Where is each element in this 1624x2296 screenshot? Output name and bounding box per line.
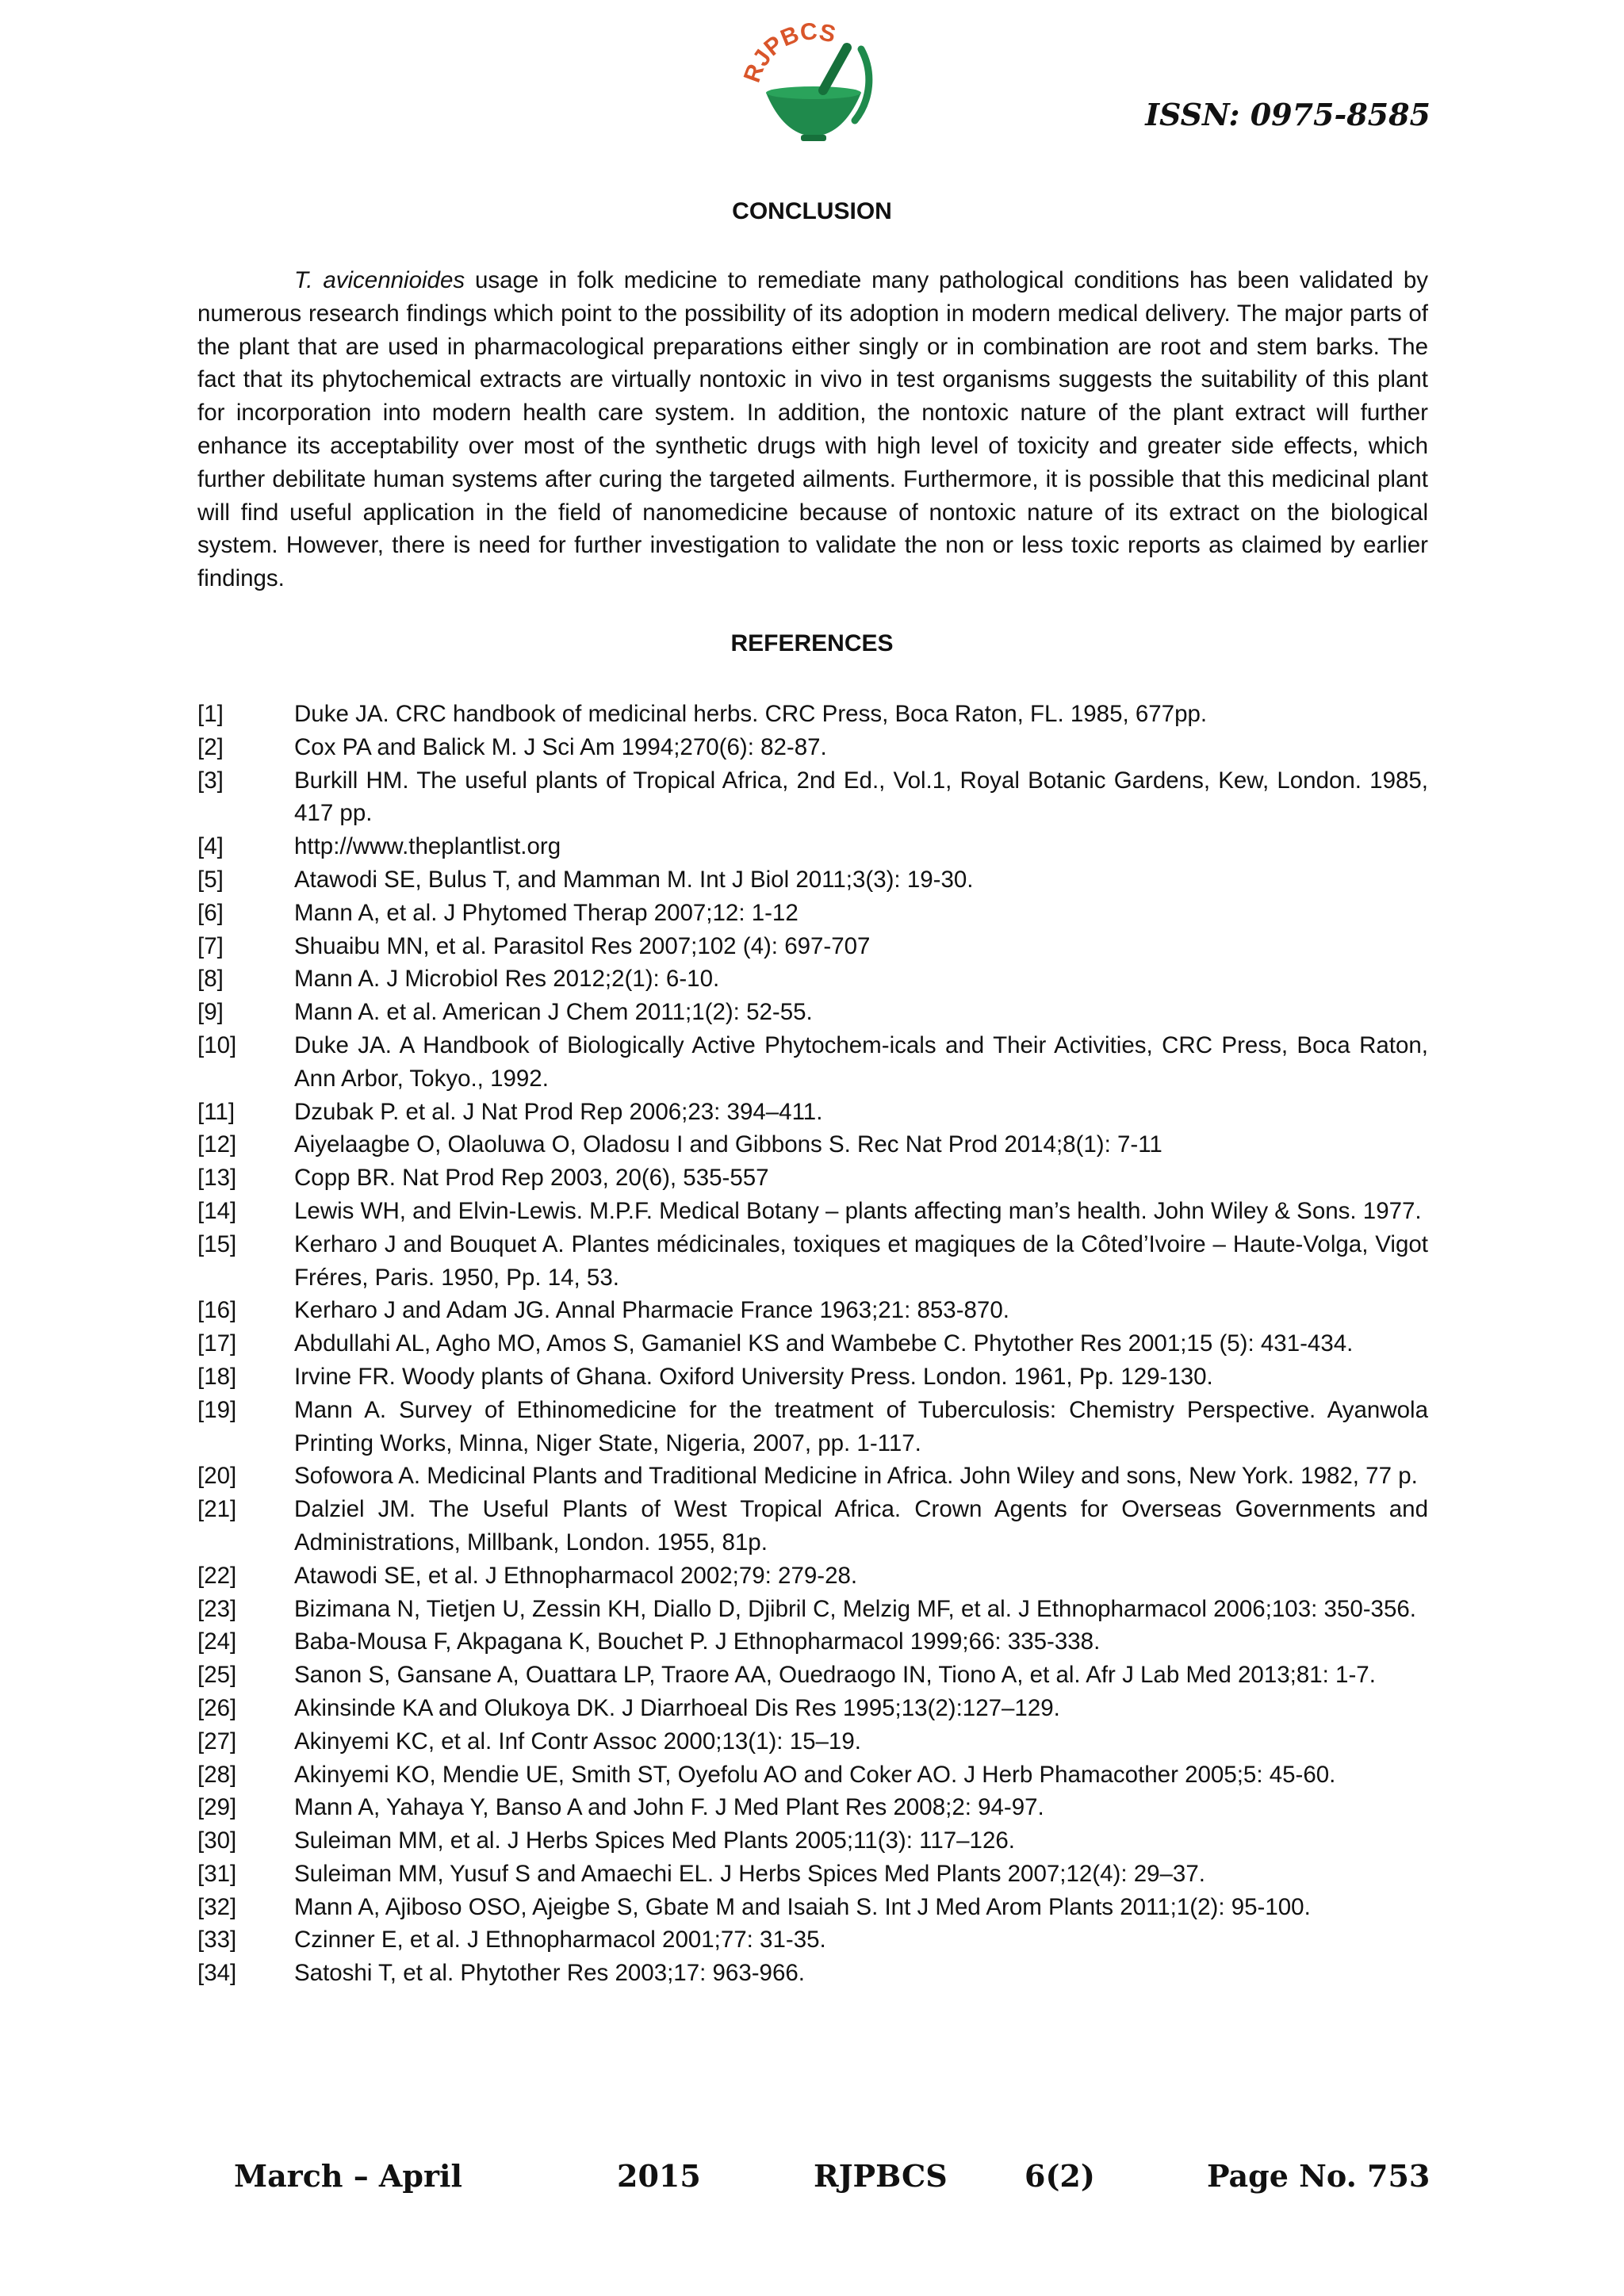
- reference-number: [5]: [197, 866, 224, 893]
- reference-number: [7]: [197, 932, 224, 959]
- footer-year: 2015: [617, 2158, 701, 2194]
- reference-text: Aiyelaagbe O, Olaoluwa O, Oladosu I and Gibbons S. Rec Nat Prod 2014;8(1): 7-11: [294, 1131, 1162, 1158]
- reference-text: Shuaibu MN, et al. Parasitol Res 2007;102 (4): 697-707: [294, 932, 871, 959]
- reference-text: Mann A. Survey of Ethinomedicine for the treatment of Tuberculosis: Chemistry Perspective. Ayanwola Printing Works, Minna, Niger State, Nigeria, 2007, pp. 1-117.: [294, 1396, 1428, 1456]
- reference-text: Abdullahi AL, Agho MO, Amos S, Gamaniel KS and Wambebe C. Phytother Res 2001;15 (5): 431-434.: [294, 1330, 1354, 1357]
- reference-item: [197, 1791, 1428, 1824]
- reference-number: [15]: [197, 1230, 237, 1257]
- reference-number: [17]: [197, 1330, 237, 1357]
- reference-number: [19]: [197, 1396, 237, 1423]
- reference-item: [197, 1161, 1428, 1195]
- reference-item: [197, 1891, 1428, 1924]
- reference-item: [197, 863, 1428, 897]
- reference-item: [197, 1029, 1428, 1096]
- reference-number: [20]: [197, 1463, 237, 1490]
- reference-number: [12]: [197, 1131, 237, 1158]
- reference-number: [18]: [197, 1363, 237, 1390]
- reference-number: [34]: [197, 1960, 237, 1987]
- reference-item: [197, 1625, 1428, 1659]
- reference-number: [24]: [197, 1628, 237, 1655]
- reference-item: [197, 1559, 1428, 1593]
- reference-number: [10]: [197, 1031, 237, 1058]
- reference-number: [2]: [197, 733, 224, 760]
- reference-text: Czinner E, et al. J Ethnopharmacol 2001;77: 31-35.: [294, 1927, 826, 1954]
- logo-text: RJPBCS: [738, 18, 838, 86]
- conclusion-heading: CONCLUSION: [732, 198, 892, 224]
- reference-text: Duke JA. CRC handbook of medicinal herbs. CRC Press, Boca Raton, FL. 1985, 677pp.: [294, 701, 1208, 727]
- reference-text: Akinyemi KO, Mendie UE, Smith ST, Oyefolu AO and Coker AO. J Herb Phamacother 2005;5: 45-60.: [294, 1761, 1336, 1788]
- reference-number: [31]: [197, 1860, 237, 1887]
- reference-item: [197, 1096, 1428, 1129]
- reference-text: Duke JA. A Handbook of Biologically Active Phytochem-icals and Their Activities, CRC Press, Boca Raton, Ann Arbor, Tokyo., 1992.: [294, 1031, 1428, 1092]
- reference-number: [1]: [197, 701, 224, 727]
- reference-item: [197, 996, 1428, 1029]
- reference-text: Sofowora A. Medicinal Plants and Traditional Medicine in Africa. John Wiley and sons, New York. 1982, 77 p.: [294, 1463, 1418, 1490]
- reference-text: Baba-Mousa F, Akpagana K, Bouchet P. J Ethnopharmacol 1999;66: 335-338.: [294, 1628, 1101, 1655]
- reference-text: Atawodi SE, Bulus T, and Mamman M. Int J Biol 2011;3(3): 19-30.: [294, 866, 974, 893]
- reference-number: [26]: [197, 1694, 237, 1721]
- reference-text: Akinsinde KA and Olukoya DK. J Diarrhoeal Dis Res 1995;13(2):127–129.: [294, 1694, 1060, 1721]
- species-name: T. avicennioides: [294, 267, 465, 293]
- reference-item: [197, 1228, 1428, 1295]
- reference-number: [32]: [197, 1893, 237, 1920]
- reference-number: [22]: [197, 1562, 237, 1589]
- reference-text: Irvine FR. Woody plants of Ghana. Oxiford University Press. London. 1961, Pp. 129-130.: [294, 1363, 1213, 1390]
- reference-item: [197, 1360, 1428, 1394]
- reference-item: [197, 731, 1428, 764]
- reference-item: [197, 1294, 1428, 1327]
- references-list: [197, 698, 1428, 1990]
- reference-item: [197, 1593, 1428, 1626]
- reference-text: Lewis WH, and Elvin-Lewis. M.P.F. Medical Botany – plants affecting man’s health. John Wiley & Sons. 1977.: [294, 1197, 1422, 1224]
- reference-number: [29]: [197, 1794, 237, 1821]
- reference-number: [27]: [197, 1728, 237, 1755]
- reference-number: [25]: [197, 1662, 237, 1689]
- reference-item: [197, 1758, 1428, 1792]
- reference-number: [11]: [197, 1098, 236, 1125]
- reference-text: Mann A. et al. American J Chem 2011;1(2): 52-55.: [294, 999, 813, 1026]
- journal-logo-mortar-pestle-icon: [728, 17, 894, 148]
- reference-item: [197, 1692, 1428, 1725]
- reference-number: [16]: [197, 1297, 237, 1324]
- reference-text: Atawodi SE, et al. J Ethnopharmacol 2002;79: 279-28.: [294, 1562, 858, 1589]
- reference-item: [197, 1824, 1428, 1858]
- reference-number: [8]: [197, 966, 224, 993]
- reference-text: Mann A, Yahaya Y, Banso A and John F. J Med Plant Res 2008;2: 94-97.: [294, 1794, 1044, 1821]
- reference-text: http://www.theplantlist.org: [294, 833, 561, 860]
- reference-number: [9]: [197, 999, 224, 1026]
- reference-item: [197, 1128, 1428, 1161]
- reference-text: Kerharo J and Bouquet A. Plantes médicinales, toxiques et magiques de la Côted’Ivoire – Haute-Volga, Vigot Fréres, Paris. 1950, Pp. 14, 53.: [294, 1230, 1428, 1291]
- reference-text: Dalziel JM. The Useful Plants of West Tropical Africa. Crown Agents for Overseas Governments and Administrations, Millbank, London. 1955, 81p.: [294, 1496, 1428, 1556]
- reference-item: [197, 962, 1428, 996]
- reference-number: [23]: [197, 1595, 237, 1622]
- reference-number: [13]: [197, 1165, 237, 1192]
- reference-item: [197, 1858, 1428, 1891]
- reference-text: Cox PA and Balick M. J Sci Am 1994;270(6): 82-87.: [294, 733, 827, 760]
- footer-page-number: Page No. 753: [1207, 2158, 1431, 2194]
- reference-number: [30]: [197, 1827, 237, 1854]
- reference-item: [197, 1923, 1428, 1957]
- reference-item: [197, 930, 1428, 963]
- reference-text: Burkill HM. The useful plants of Tropical Africa, 2nd Ed., Vol.1, Royal Botanic Gardens, Kew, London. 1985, 417 pp.: [294, 767, 1428, 827]
- reference-number: [21]: [197, 1496, 237, 1523]
- reference-text: Suleiman MM, et al. J Herbs Spices Med Plants 2005;11(3): 117–126.: [294, 1827, 1015, 1854]
- footer-journal: RJPBCS: [814, 2158, 948, 2194]
- conclusion-paragraph: [197, 264, 1428, 595]
- reference-item: [197, 1327, 1428, 1360]
- reference-item: [197, 1195, 1428, 1228]
- reference-text: Copp BR. Nat Prod Rep 2003, 20(6), 535-557: [294, 1165, 769, 1192]
- reference-text: Suleiman MM, Yusuf S and Amaechi EL. J Herbs Spices Med Plants 2007;12(4): 29–37.: [294, 1860, 1205, 1887]
- reference-number: [6]: [197, 899, 224, 926]
- reference-number: [4]: [197, 833, 224, 860]
- reference-text: Dzubak P. et al. J Nat Prod Rep 2006;23: 394–411.: [294, 1098, 823, 1125]
- reference-number: [28]: [197, 1761, 237, 1788]
- footer-volume: 6(2): [1025, 2158, 1095, 2194]
- conclusion-body: usage in folk medicine to remediate many pathological conditions has been validated by numerous research findings which point to the possibility of its adoption in modern medical delivery. The major parts of the plant that are used in pharmacological preparations either singly or in combination are root and stem barks. The fact that its phytochemical extracts are virtually nontoxic in vivo in test organisms suggests the suitability of this plant for incorporation into modern health care system. In addition, the nontoxic nature of the plant extract will further enhance its acceptability over most of the synthetic drugs with high level of toxicity and greater side effects, which further debilitate human systems after curing the targeted ailments. Furthermore, it is possible that this medicinal plant will find useful application in the field of nanomedicine because of nontoxic nature of its extract on the biological system. However, there is need for further investigation to validate the non or less toxic reports as claimed by earlier findings.: [197, 267, 1428, 592]
- reference-number: [14]: [197, 1197, 237, 1224]
- reference-item: [197, 897, 1428, 930]
- reference-item: [197, 1460, 1428, 1493]
- reference-item: [197, 830, 1428, 863]
- reference-item: [197, 1493, 1428, 1559]
- reference-item: [197, 1725, 1428, 1758]
- reference-text: Bizimana N, Tietjen U, Zessin KH, Diallo D, Djibril C, Melzig MF, et al. J Ethnopharmacol 2006;103: 350-356.: [294, 1595, 1416, 1622]
- reference-item: [197, 1659, 1428, 1692]
- reference-item: [197, 1957, 1428, 1990]
- reference-item: [197, 1394, 1428, 1460]
- reference-text: Akinyemi KC, et al. Inf Contr Assoc 2000;13(1): 15–19.: [294, 1728, 861, 1755]
- reference-text: Mann A, et al. J Phytomed Therap 2007;12: 1-12: [294, 899, 799, 926]
- references-heading: REFERENCES: [730, 630, 894, 656]
- reference-text: Mann A, Ajiboso OSO, Ajeigbe S, Gbate M and Isaiah S. Int J Med Arom Plants 2011;1(2): 95-100.: [294, 1893, 1311, 1920]
- reference-item: [197, 764, 1428, 831]
- reference-number: [33]: [197, 1927, 237, 1954]
- reference-text: Mann A. J Microbiol Res 2012;2(1): 6-10.: [294, 966, 720, 993]
- reference-number: [3]: [197, 767, 224, 794]
- reference-text: Kerharo J and Adam JG. Annal Pharmacie France 1963;21: 853-870.: [294, 1297, 1009, 1324]
- reference-text: Sanon S, Gansane A, Ouattara LP, Traore AA, Ouedraogo IN, Tiono A, et al. Afr J Lab Med 2013;81: 1-7.: [294, 1662, 1376, 1689]
- issn-label: ISSN: 0975-8585: [1145, 97, 1431, 132]
- reference-text: Satoshi T, et al. Phytother Res 2003;17: 963-966.: [294, 1960, 805, 1987]
- footer-month: March – April: [234, 2158, 462, 2194]
- reference-item: [197, 698, 1428, 731]
